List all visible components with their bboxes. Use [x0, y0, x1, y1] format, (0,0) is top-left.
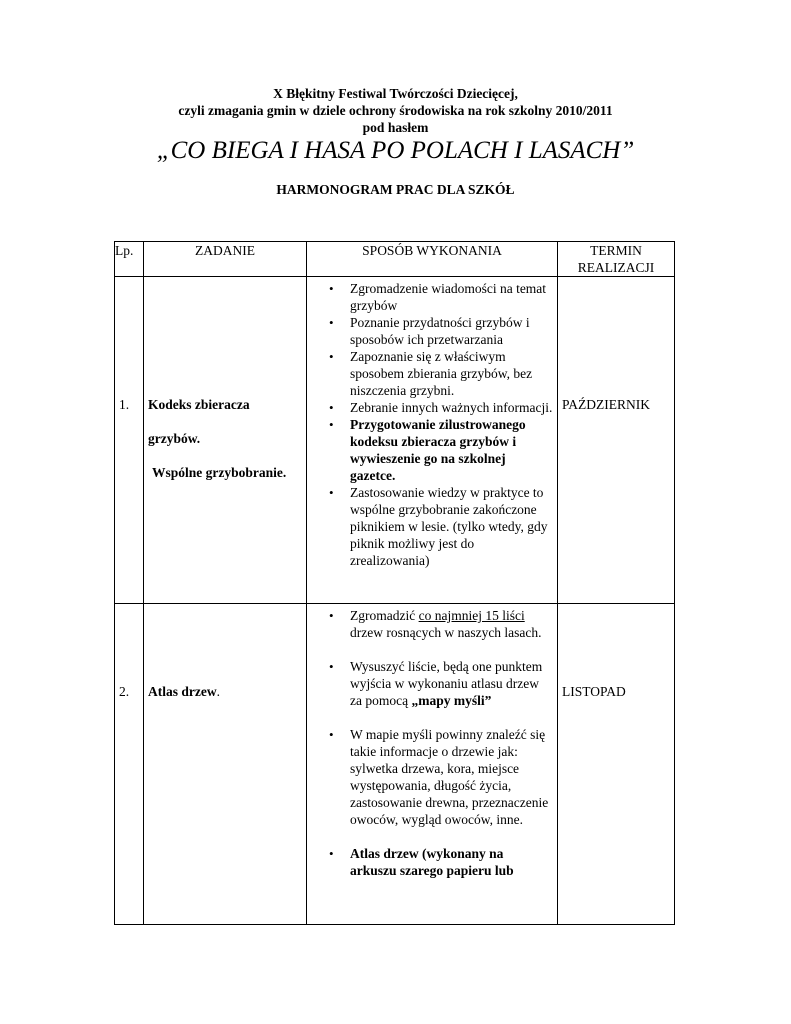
table-header-row [115, 242, 675, 277]
header-lp: Lp. [115, 242, 144, 277]
list-item: • Zgromadzenie wiadomości na temat grzybów [329, 281, 547, 313]
list-item: • Zebranie innych ważnych informacji. [329, 400, 553, 415]
row2-lp: 2. [119, 684, 130, 699]
header-term-line1: TERMIN [590, 243, 642, 258]
bullet-icon: • [329, 349, 334, 364]
row1-task-line3: Wspólne grzybobranie. [152, 465, 287, 480]
schedule-title: HARMONOGRAM PRAC DLA SZKÓŁ [276, 182, 515, 197]
row1-method-cell [307, 277, 558, 604]
row2-lp-cell [115, 604, 144, 925]
row2-task: Atlas drzew. [148, 684, 220, 699]
festival-title: X Błękitny Festiwal Twórczości Dziecięcej, [273, 86, 518, 101]
table-row [115, 277, 675, 604]
bullet-icon: • [329, 485, 334, 500]
list-item: • Wysuszyć liście, będą one punktem wyjścia w wykonaniu atlasu drzew za pomocą „mapy myśli” [329, 659, 543, 708]
row2-method-cell [307, 604, 558, 925]
list-item: • Zastosowanie wiedzy w praktyce to wspólne grzybobranie zakończone piknikiem w lesie. (tylko wtedy, gdy piknik możliwy jest do zrealizowania) [329, 485, 548, 568]
list-item: • Przygotowanie zilustrowanego kodeksu zbieracza grzybów i wywieszenie go na szkolnej gazetce. [329, 417, 526, 483]
row1-task-line2: grzybów. [148, 431, 201, 446]
bullet-icon: • [329, 659, 334, 674]
list-item: • Zgromadzić co najmniej 15 liści drzew rosnących w naszych lasach. [329, 608, 542, 640]
bullet-icon: • [329, 400, 334, 415]
header-method: SPOSÓB WYKONANIA [307, 242, 558, 277]
row2-term: LISTOPAD [562, 684, 626, 699]
bullet-icon: • [329, 281, 334, 296]
row1-lp: 1. [119, 397, 130, 412]
list-item: • Poznanie przydatności grzybów i sposobów ich przetwarzania [329, 315, 530, 347]
table-row [115, 604, 675, 925]
row1-term: PAŹDZIERNIK [562, 397, 651, 412]
row2-task-cell [144, 604, 307, 925]
row1-method-list [307, 277, 557, 573]
list-item: • Zapoznanie się z właściwym sposobem zbierania grzybów, bez niszczenia grzybni. [329, 349, 533, 398]
bullet-icon: • [329, 608, 334, 623]
row2-method-list [307, 604, 557, 883]
bullet-icon: • [329, 846, 334, 861]
header-term-line2: REALIZACJI [577, 260, 655, 275]
schedule-table [114, 241, 675, 925]
row1-task-cell [144, 277, 307, 604]
row2-term-cell [558, 604, 675, 925]
header-task: ZADANIE [144, 242, 307, 277]
festival-subtitle: czyli zmagania gmin w dziele ochrony środowiska na rok szkolny 2010/2011 [178, 103, 613, 118]
motto: „CO BIEGA I HASA PO POLACH I LASACH” [156, 137, 635, 164]
bullet-icon: • [329, 727, 334, 742]
row1-lp-cell [115, 277, 144, 604]
bullet-icon: • [329, 417, 334, 432]
motto-intro: pod hasłem [362, 120, 429, 135]
row1-task-line1: Kodeks zbieracza [148, 397, 250, 412]
bullet-icon: • [329, 315, 334, 330]
header-term [558, 242, 675, 277]
list-item: • Atlas drzew (wykonany na arkuszu szarego papieru lub [329, 846, 514, 878]
list-item: • W mapie myśli powinny znaleźć się takie informacje o drzewie jak: sylwetka drzewa, kora, miejsce występowania, długość życia, zastosowanie drewna, przeznaczenie owoców, wygląd owoców, inne. [329, 727, 549, 827]
row1-term-cell [558, 277, 675, 604]
